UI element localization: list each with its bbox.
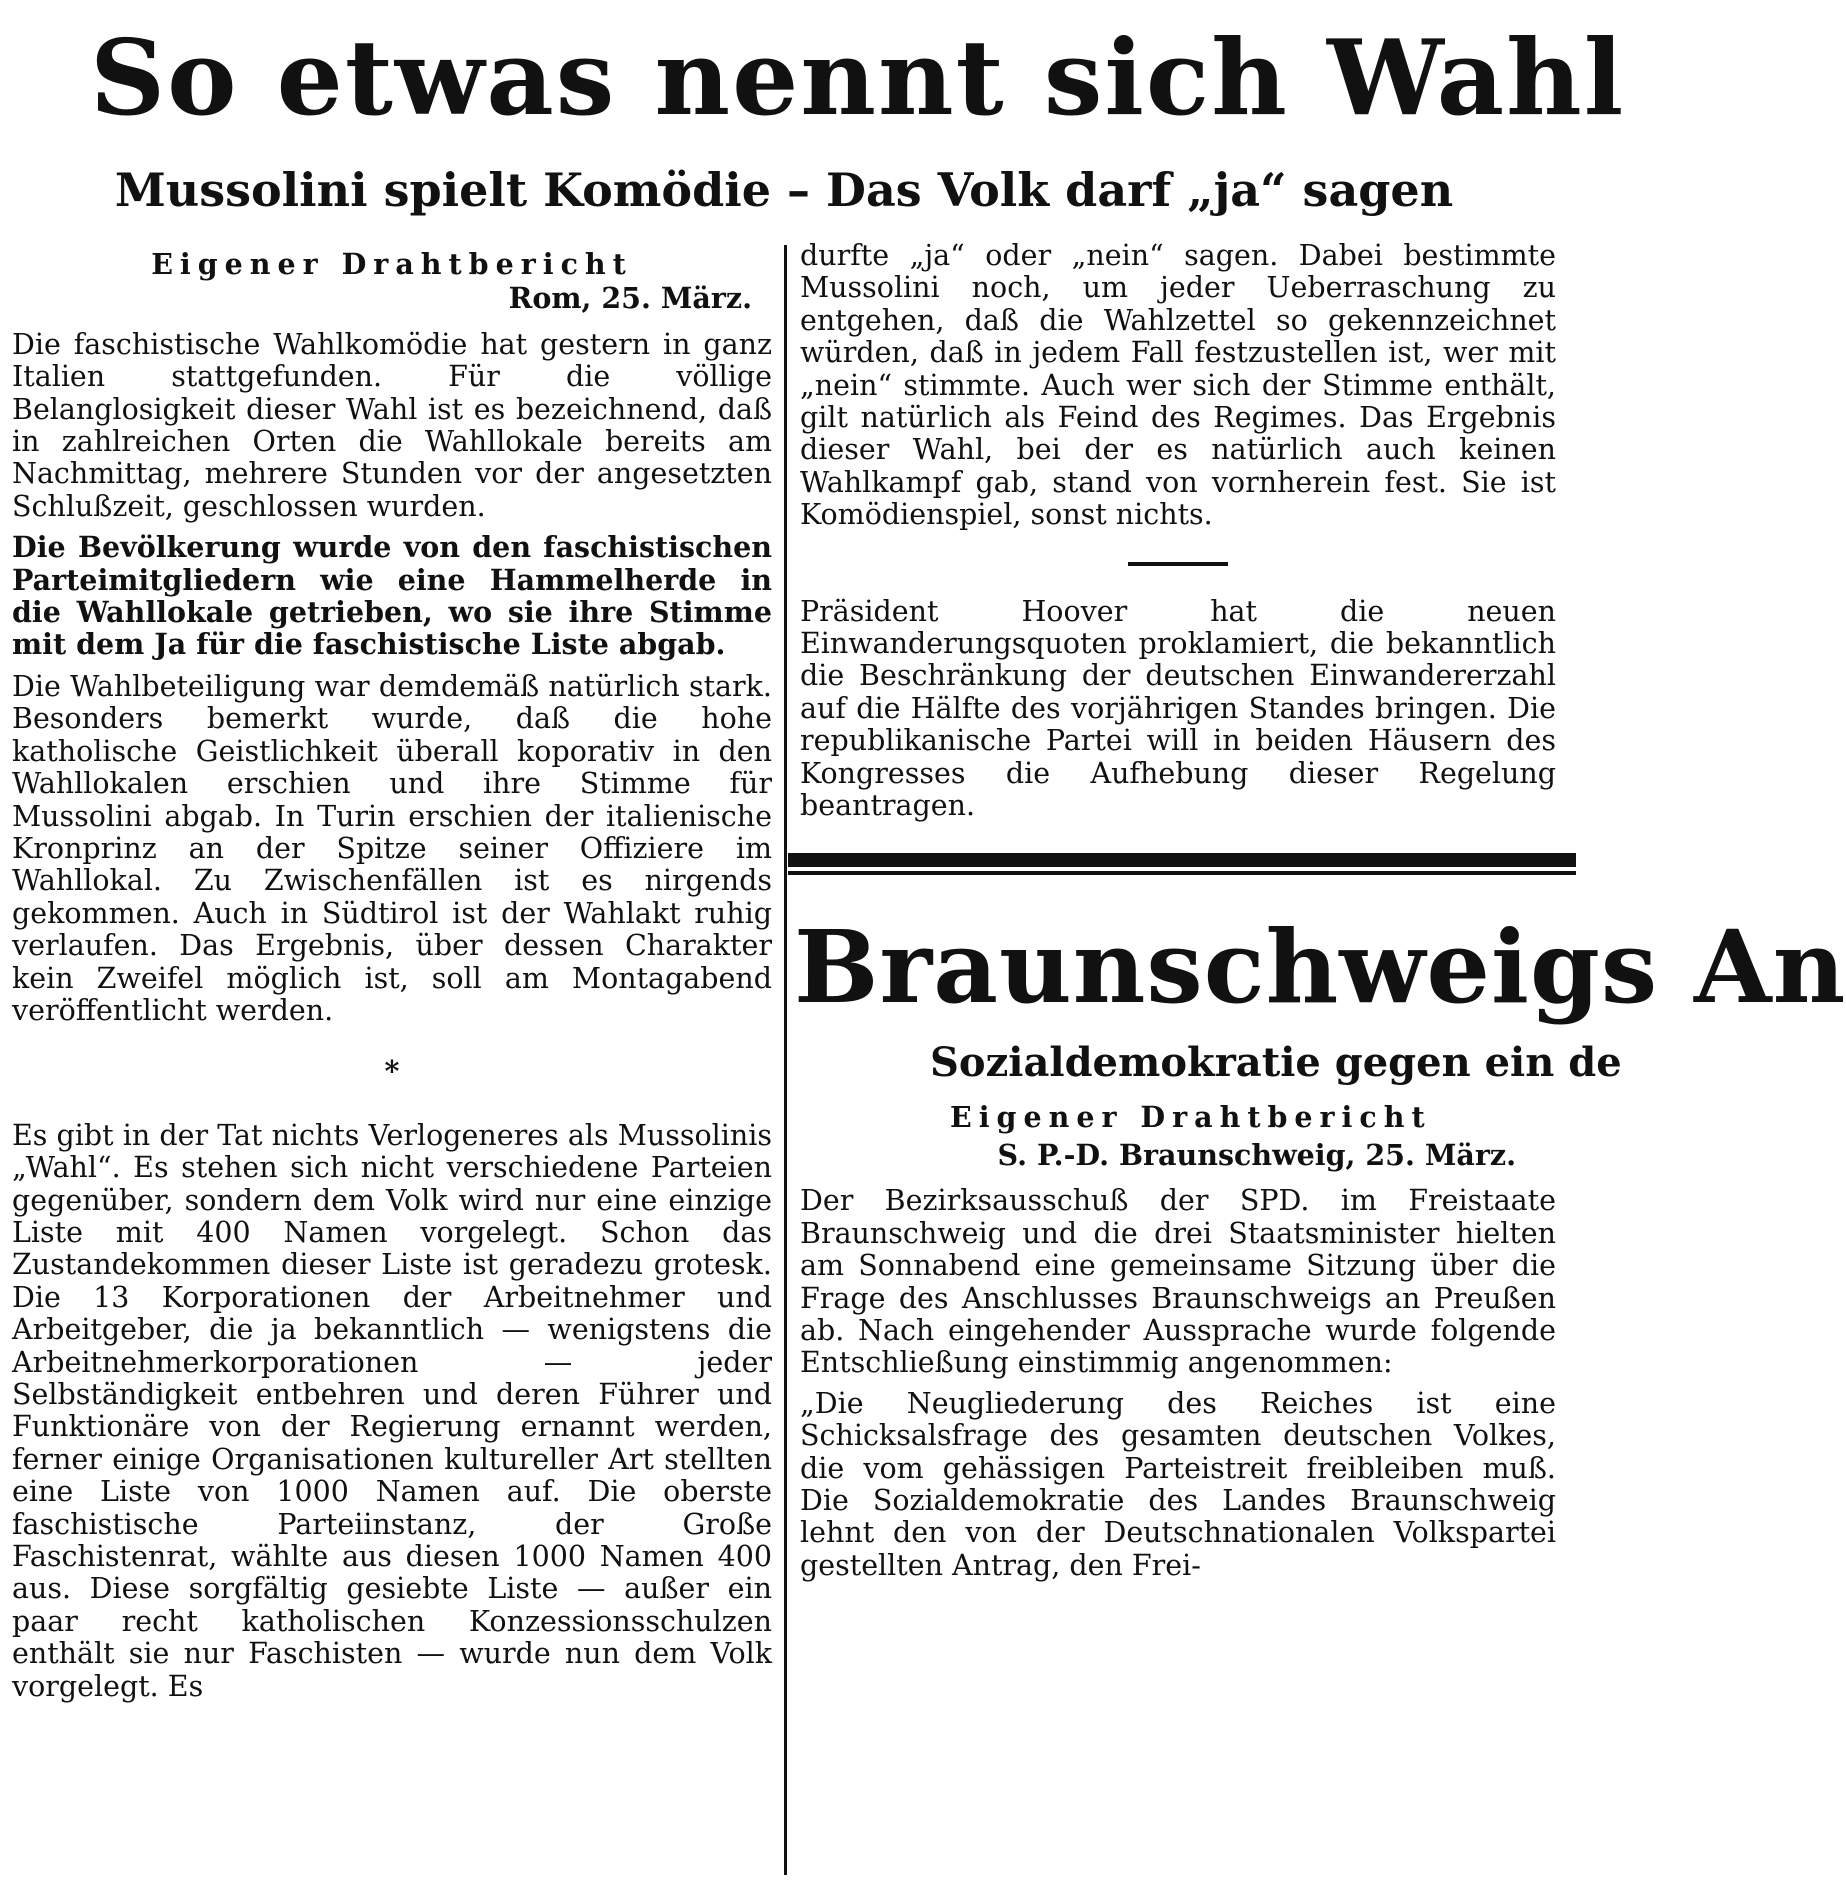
article-paragraph-bold: Die Bevölkerung wurde von den faschistischen Parteimitgliedern wie eine Hammelherde in die Wahllokale getrieben, wo sie ihre Stimme mit dem Ja für die faschistische Liste abgab.: [12, 530, 772, 662]
article-paragraph: „Die Neugliederung des Reiches ist eine Schicksalsfrage des gesamten deutschen Volkes, die vom gehässigen Parteistreit freibleiben muß. Die Sozialdemokratie des Landes Braunschweig lehnt den von der Deutschnationalen Volkspartei gestellten Antrag, den Frei-: [800, 1386, 1556, 1582]
section-rule: [788, 853, 1576, 871]
byline: Eigener Drahtbericht: [151, 247, 633, 281]
article-paragraph: Die faschistische Wahlkomödie hat gestern in ganz Italien stattgefunden. Für die völlige Belanglosigkeit dieser Wahl ist es bezeichnend, daß in zahlreichen Orten die Wahllokale bereits am Nachmittag, mehrere Stunden vor der angesetzten Schlußzeit, geschlossen wurden.: [12, 327, 772, 523]
article-paragraph: durfte „ja“ oder „nein“ sagen. Dabei bestimmte Mussolini noch, um jeder Ueberraschung zu entgehen, daß die Wahlzettel so gekennzeichnet würden, daß in jedem Fall festzustellen ist, wer mit „nein“ stimmte. Auch wer sich der Stimme enthält, gilt natürlich als Feind des Regimes. Das Ergebnis dieser Wahl, bei der es natürlich auch keinen Wahlkampf gab, stand von vornherein fest. Sie ist Komödienspiel, sonst nichts.: [800, 239, 1556, 532]
main-subheadline: Mussolini spielt Komödie – Das Volk darf „ja“ sagen: [114, 163, 1454, 217]
right-column: [794, 239, 1846, 1880]
column-divider: [784, 245, 787, 1875]
dateline: S. P.-D. Braunschweig, 25. März.: [997, 1137, 1516, 1172]
article-paragraph: Der Bezirksausschuß der SPD. im Freistaate Braunschweig und die drei Staatsminister hielten am Sonnabend eine gemeinsame Sitzung über die Frage des Anschlusses Braunschweigs an Preußen ab. Nach eingehender Aussprache wurde folgende Entschließung einstimmig angenommen:: [800, 1184, 1556, 1380]
left-column: [12, 240, 772, 1711]
main-headline: So etwas nennt sich Wahl: [90, 16, 1626, 139]
article-paragraph: Es gibt in der Tat nichts Verlogeneres als Mussolinis „Wahl“. Es stehen sich nicht verschiedene Parteien gegenüber, sondern dem Volk wird nur eine einzige Liste mit 400 Namen vorgelegt. Schon das Zustandekommen dieser Liste ist geradezu grotesk. Die 13 Korporationen der Arbeitnehmer und Arbeitgeber, die ja bekanntlich — wenigstens die Arbeitnehmerkorporationen — jeder Selbständigkeit entbehren und deren Führer und Funktionäre von der Regierung ernannt werden, ferner einige Organisationen kultureller Art stellten eine Liste von 1000 Namen auf. Die oberste faschistische Parteiinstanz, der Große Faschistenrat, wählte aus diesen 1000 Namen 400 aus. Diese sorgfältig gesiebte Liste — außer ein paar recht katholischen Konzessionsschulzen enthält sie nur Faschisten — wurde nun dem Volk vorgelegt. Es: [12, 1118, 772, 1703]
article-paragraph: Die Wahlbeteiligung war demdemäß natürlich stark. Besonders bemerkt wurde, daß die hohe katholische Geistlichkeit überall koporativ in den Wahllokalen erschien und ihre Stimme für Mussolini abgab. In Turin erschien der italienische Kronprinz an der Spitze seiner Offiziere im Wahllokal. Zu Zwischenfällen ist es nirgends gekommen. Auch in Südtirol ist der Wahlakt ruhig verlaufen. Das Ergebnis, über dessen Charakter kein Zweifel möglich ist, soll am Montagabend veröffentlicht werden.: [12, 669, 772, 1027]
dateline: Rom, 25. März.: [508, 281, 752, 316]
section-separator: *: [384, 1054, 400, 1089]
short-rule: [1128, 562, 1228, 566]
secondary-headline: Braunschweigs An: [794, 907, 1846, 1026]
news-brief: Präsident Hoover hat die neuen Einwanderungsquoten proklamiert, die bekanntlich die Beschränkung der deutschen Einwandererzahl auf die Hälfte des vorjährigen Standes bringen. Die republikanische Partei will in beiden Häusern des Kongresses die Aufhebung dieser Regelung beantragen.: [800, 594, 1556, 823]
byline: Eigener Drahtbericht: [950, 1099, 1432, 1134]
secondary-subheadline: Sozialdemokratie gegen ein de: [930, 1038, 1622, 1086]
